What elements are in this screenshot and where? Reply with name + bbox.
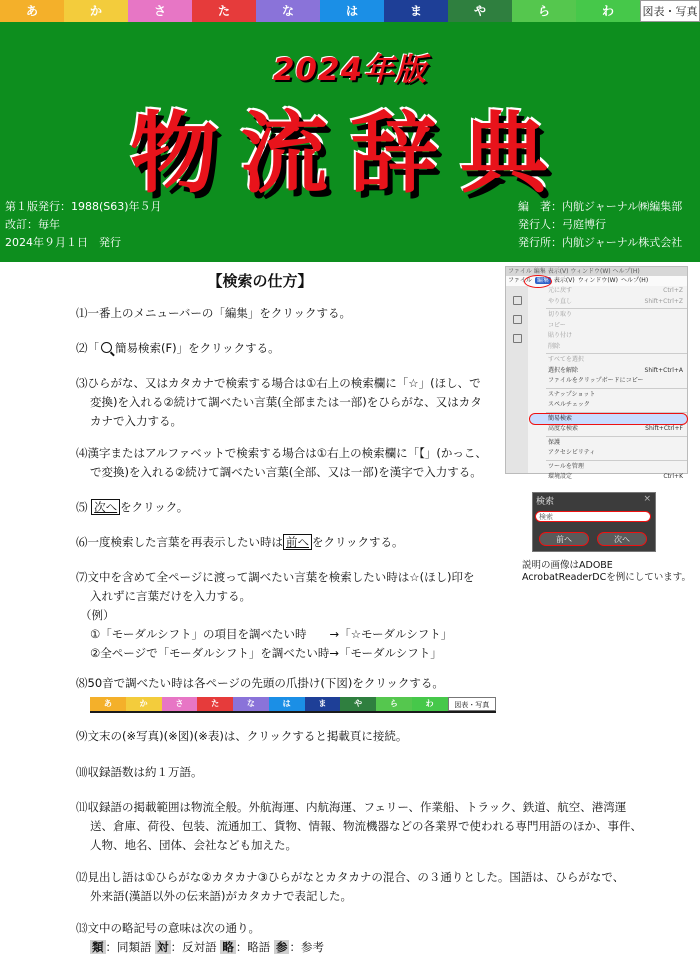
step-6-suffix: をクリックする。 (312, 535, 404, 549)
mini-index-tab-figures: 図表・写真 (448, 697, 496, 711)
bookmark-icon (513, 315, 522, 324)
search-panel-title: 検索 (536, 497, 555, 507)
step-3-line-1: ⑶ひらがな、又はカタカナで検索する場合は①右上の検索欄に「☆」(ほし、で (76, 376, 481, 390)
step-2-suffix: 」をクリックする。 (176, 341, 280, 355)
abbr-text: ：参考 (289, 940, 324, 954)
mini-index-tab: や (340, 697, 376, 711)
index-tab[interactable]: あ (0, 0, 64, 22)
menu-item-shortcut: Shift+Ctrl+A (644, 366, 683, 374)
mini-index-tab: た (197, 697, 233, 711)
step-1: ⑴一番上のメニューバーの「編集」をクリックする。 (76, 306, 351, 320)
mini-index-tab: か (126, 697, 162, 711)
dictionary-title: 物流辞典 (129, 101, 570, 205)
abbr-mark: 類 (92, 940, 104, 954)
menu-item-label: コピー (548, 321, 566, 329)
mini-index-tab: ら (376, 697, 412, 711)
index-tab-figures[interactable]: 図表・写真 (640, 0, 700, 22)
page-icon (513, 296, 522, 305)
search-icon (101, 342, 112, 353)
menu-item[interactable] (530, 424, 687, 435)
step-8: ⑻50音で調べたい時は各ページの先頭の爪掛け(下図)をクリックする。 (76, 676, 444, 690)
menu-item[interactable] (530, 414, 687, 425)
abbr-mark: 対 (157, 940, 169, 954)
menu-item[interactable] (530, 366, 687, 377)
menu-file[interactable]: ファイル (508, 277, 532, 284)
mini-index-tab: わ (412, 697, 448, 711)
menu-item[interactable] (530, 286, 687, 297)
menu-item-label: やり直し (548, 297, 573, 305)
menu-item-label: スペルチェック (548, 401, 590, 408)
step-3 (76, 374, 506, 431)
menu-separator (546, 353, 687, 354)
abbr-text: ：略語 (235, 940, 271, 954)
menu-item[interactable] (530, 438, 687, 449)
edit-menu-list (530, 286, 687, 483)
index-tab[interactable]: や (448, 0, 512, 22)
menu-item-label: スナップショット (548, 390, 596, 398)
step-3-line-2: 変換)を入れる②続けて調べたい言葉(全部または一部)をひらがな、又はカタ (90, 395, 482, 409)
issue-date: 2024年９月１日 発行 (5, 236, 121, 249)
step-2 (76, 339, 496, 358)
step-10: ⑽収録語数は約１万語。 (76, 765, 203, 779)
example-label: （例） (80, 608, 115, 622)
step-9: ⑼文末の(※写真)(※図)(※表)は、クリックすると掲載頁に接続。 (76, 729, 408, 743)
step-11 (76, 798, 676, 855)
example-2: ②全ページで「モーダルシフト」を調べたい時→「モーダルシフト」 (90, 646, 442, 660)
index-tab[interactable]: ら (512, 0, 576, 22)
step-5-prefix: ⑸ (76, 500, 88, 514)
revision-info: 改訂：毎年 (5, 218, 60, 231)
menu-item[interactable] (530, 310, 687, 321)
step-13 (76, 919, 676, 957)
menu-item-label: 環境設定 (548, 473, 573, 480)
menu-item-label: 保護 (548, 438, 561, 446)
menu-item-shortcut: Shift+Ctrl+F (645, 425, 683, 432)
step-4-line-2: で変換)を入れる②続けて調べたい言葉(全部、又は一部)を漢字で入力する。 (90, 465, 482, 479)
tool-sidebar (506, 286, 528, 473)
menu-separator (546, 308, 687, 309)
menu-help[interactable]: ヘルプ(H) (620, 277, 649, 284)
publisher-company: 発行所：内航ジャーナル株式会社 (518, 236, 683, 249)
menu-item-label: 切り取り (548, 311, 573, 318)
menu-item[interactable] (530, 400, 687, 411)
mini-index-tabs (90, 697, 496, 711)
step-12-line-1: ⑿見出し語は①ひらがな②カタカナ③ひらがなとカタカナの混合、の３通りとした。国語は、ひらがなで、 (76, 870, 625, 884)
title-banner (0, 22, 700, 262)
search-input[interactable]: 検索 (535, 511, 651, 522)
step-13-line-1: ⒀文中の略記号の意味は次の通り。 (76, 921, 260, 935)
index-tab[interactable]: な (256, 0, 320, 22)
step-12 (76, 868, 676, 906)
abbr-mark: 参 (275, 940, 288, 954)
mini-index-tab: は (269, 697, 305, 711)
mini-index-tab: あ (90, 697, 126, 711)
menu-item[interactable] (530, 390, 687, 401)
simple-search-label: 簡易検索(F) (115, 341, 177, 355)
step-6 (76, 533, 496, 552)
menu-item-shortcut: Ctrl+Z (663, 287, 683, 294)
menu-item[interactable] (530, 297, 687, 308)
prev-button[interactable]: 前へ (539, 532, 589, 546)
index-tab[interactable]: は (320, 0, 384, 22)
index-tab[interactable]: わ (576, 0, 640, 22)
menu-window[interactable]: ウィンドウ(W) (577, 277, 618, 284)
menu-item-label: ツールを管理 (548, 462, 584, 470)
menu-separator (546, 388, 687, 389)
step-7-line-2: 入れずに言葉だけを入力する。 (90, 589, 251, 603)
step-7 (76, 568, 506, 663)
menu-item[interactable] (530, 331, 687, 342)
menu-item[interactable] (530, 321, 687, 332)
first-edition-date: 第１版発行：1988(S63)年５月 (5, 200, 162, 213)
window-titlebar: ファイル 編集 表示(V) ウィンドウ(W) ヘルプ(H) (506, 267, 687, 276)
publication-info-right (518, 198, 682, 252)
step-5 (76, 498, 496, 517)
menu-item[interactable] (530, 472, 687, 483)
menu-item-label: 高度な検索 (548, 425, 579, 432)
step-6-prefix: ⑹一度検索した言葉を再表示したい時は (76, 535, 283, 549)
menu-item[interactable] (530, 448, 687, 459)
mini-index-tab: ま (305, 697, 341, 711)
search-panel-screenshot (532, 492, 656, 552)
prev-button-ref[interactable]: 前へ (283, 534, 312, 550)
menu-item-label: 選択を解除 (548, 366, 579, 374)
menu-bar (506, 276, 687, 286)
index-tab[interactable]: ま (384, 0, 448, 22)
step-4 (76, 444, 506, 482)
edit-menu-screenshot (505, 266, 688, 480)
menu-item[interactable] (530, 355, 687, 366)
mini-index-tab: な (233, 697, 269, 711)
menu-item[interactable] (530, 376, 687, 387)
step-2-prefix: ⑵「 (76, 341, 99, 355)
abbr-text: ：同類語 (105, 940, 152, 954)
step-5-suffix: をクリック。 (120, 500, 189, 514)
index-tabs (0, 0, 700, 22)
step-11-line-1: ⑾収録語の掲載範囲は物流全般。外航海運、内航海運、フェリー、作業船、トラック、鉄道、航空、港湾運 (76, 800, 627, 814)
menu-item[interactable] (530, 462, 687, 473)
close-icon[interactable]: × (643, 494, 651, 504)
menu-item-shortcut: Shift+Ctrl+Z (644, 297, 683, 305)
menu-item-label: すべてを選択 (548, 356, 584, 363)
next-button-ref[interactable]: 次へ (91, 499, 120, 515)
publication-info-left (5, 198, 162, 252)
menu-item-label: アクセシビリティ (548, 449, 596, 456)
index-tab[interactable]: さ (128, 0, 192, 22)
image-caption: 説明の画像はADOBE AcrobatReaderDCを例にしています。 (522, 560, 691, 583)
editor: 編 著：内航ジャーナル㈱編集部 (518, 200, 683, 213)
menu-item-label: 削除 (548, 342, 561, 350)
abbr-text: ：反対語 (170, 940, 217, 954)
step-12-line-2: 外来語(漢語以外の伝来語)がカタカナで表記した。 (90, 889, 352, 903)
next-button[interactable]: 次へ (597, 532, 647, 546)
section-title: 【検索の仕方】 (207, 272, 313, 290)
step-11-line-2: 送、倉庫、荷役、包装、流通加工、貨物、情報、物流機器などの各業界で使われる専門用語のほか、事件、 (90, 819, 642, 833)
step-11-line-3: 人物、地名、団体、会社なども加えた。 (90, 838, 297, 852)
menu-item-label: 簡易検索 (548, 414, 573, 422)
menu-item-label: 貼り付け (548, 332, 573, 339)
publisher-person: 発行人：弓庭博行 (518, 218, 606, 231)
menu-item-label: ファイルをクリップボードにコピー (548, 377, 644, 384)
menu-item[interactable] (530, 342, 687, 353)
menu-item-shortcut: Ctrl+K (663, 473, 683, 480)
index-tab[interactable]: か (64, 0, 128, 22)
step-7-line-1: ⑺文中を含めて全ページに渡って調べたい言葉を検索したい時は☆(ほし)印を (76, 570, 475, 584)
mini-tabs-rule (90, 711, 496, 713)
menu-separator (546, 460, 687, 461)
menu-view[interactable]: 表示(V) (553, 277, 575, 284)
abbr-mark: 略 (222, 940, 234, 954)
menu-separator (546, 436, 687, 437)
edition-label: 2024年版 (272, 52, 428, 88)
menu-separator (546, 412, 687, 413)
mini-index-tab: さ (162, 697, 198, 711)
example-1: ①「モーダルシフト」の項目を調べたい時 →「☆モーダルシフト」 (90, 627, 453, 641)
menu-item-label: 元に戻す (548, 287, 573, 294)
index-tab[interactable]: た (192, 0, 256, 22)
abbreviation-list (76, 938, 676, 957)
menu-edit[interactable]: 編集 (536, 277, 549, 284)
attachment-icon (513, 334, 522, 343)
step-4-line-1: ⑷漢字またはアルファベットで検索する場合は①右上の検索欄に「【」(かっこ、 (76, 446, 487, 460)
step-3-line-3: カナで入力する。 (90, 414, 182, 428)
